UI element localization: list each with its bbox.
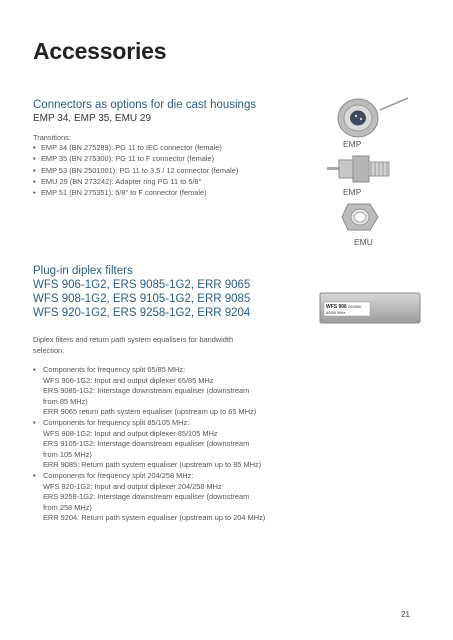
transitions-label: Transitions: xyxy=(33,133,71,142)
group-line: WFS 906-1G2: Input and output diplexer 65/85 MHz xyxy=(43,375,214,385)
list-item: • EMP 51 (BN 275351): 5/8" to F connector (female) xyxy=(33,187,238,198)
emp-caption-2: EMP xyxy=(343,187,362,197)
emu-caption: EMU xyxy=(354,237,373,247)
connector-list xyxy=(33,142,238,198)
group-line: ERR 9065 return path system equaliser (upstream up to 65 MHz) xyxy=(43,407,257,417)
group-line: ERS 9258-1G2: Interstage downstream equaliser (downstream xyxy=(43,492,250,502)
list-item: • EMU 29 (BN 273242): Adapter ring PG 11 to 5/8" xyxy=(33,176,238,187)
list-item: • EMP 35 (BN 275300): PG 11 to F connector (female) xyxy=(33,153,238,164)
module-label: WFS 906 xyxy=(326,304,347,310)
filters-heading-line: WFS 906-1G2, ERS 9085-1G2, ERR 9065 xyxy=(33,279,251,291)
group-line: WFS 908-1G2: Input and output diplexer 85/105 MHz xyxy=(43,428,218,438)
intro-line: selection. xyxy=(33,346,65,355)
filters-heading: Plug-in diplex filters xyxy=(33,265,133,277)
page-title: Accessories xyxy=(33,38,167,64)
group-line: ERS 9085-1G2: Interstage downstream equaliser (downstream xyxy=(43,386,250,396)
connectors-heading: Connectors as options for die cast housings xyxy=(33,99,257,111)
group-title: • Components for frequency split 85/105 MHz: xyxy=(43,417,190,427)
intro-line: Diplex filters and return path system equalisers for bandwidth xyxy=(33,335,234,344)
emp-connector-image-2 xyxy=(327,152,407,187)
emu-adapter-image xyxy=(340,200,380,234)
frequency-split-list xyxy=(33,365,308,524)
group-line: from 258 MHz) xyxy=(43,502,92,512)
group-title: • Components for frequency split 65/85 MHz: xyxy=(43,365,186,374)
group-title: • Components for frequency split 204/258 MHz: xyxy=(43,470,194,480)
list-item: • EMP 53 (BN 2501001): PG 11 to 3.5 / 12 connector (female) xyxy=(33,165,238,176)
group-line: ERS 9105-1G2: Interstage downstream equaliser (downstream xyxy=(43,439,250,449)
filters-heading-line: WFS 920-1G2, ERS 9258-1G2, ERR 9204 xyxy=(33,307,251,319)
group-line: from 105 MHz) xyxy=(43,449,92,459)
group-line: ERR 9085: Return path system equaliser (upstream up to 85 MHz) xyxy=(43,460,262,470)
group-line: WFS 920-1G2: Input and output diplexer 204/258 MHz xyxy=(43,481,222,491)
page-number: 21 xyxy=(401,610,410,619)
emp-connector-image-1 xyxy=(330,90,410,140)
list-item xyxy=(33,471,308,524)
connectors-subheading: EMP 34, EMP 35, EMU 29 xyxy=(33,113,152,124)
module-sub: 65/85 MHz xyxy=(326,310,346,315)
group-line: ERR 9204: Return path system equaliser (upstream up to 204 MHz) xyxy=(43,513,266,523)
filters-intro xyxy=(33,334,233,356)
filters-heading-line: WFS 908-1G2, ERS 9105-1G2, ERR 9085 xyxy=(33,293,251,305)
emp-caption-1: EMP xyxy=(343,139,362,149)
diplex-filter-module-image xyxy=(318,290,423,328)
module-tag: 265960 xyxy=(348,304,362,309)
list-item xyxy=(33,418,308,471)
list-item xyxy=(33,365,308,418)
group-line: from 85 MHz) xyxy=(43,396,88,406)
list-item: • EMP 34 (BN 275289): PG 11 to IEC connector (female) xyxy=(33,142,238,153)
